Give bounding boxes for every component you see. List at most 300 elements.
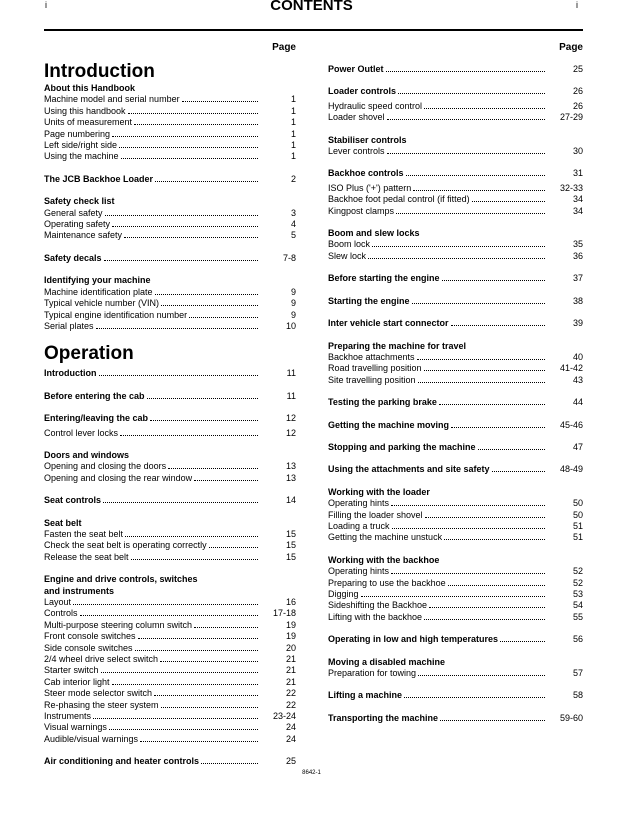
entry-title: Operating safety [44, 219, 111, 230]
page-number: 24 [285, 733, 296, 744]
page-number: 1 [290, 151, 296, 162]
dot-leader [154, 694, 258, 696]
dot-leader [472, 200, 545, 202]
entry-title: Safety decals [44, 252, 102, 263]
dot-leader [112, 225, 258, 227]
toc-section [44, 450, 296, 484]
entry-title: Lifting a machine [328, 690, 403, 701]
entry-title: Check the seat belt is operating correctly [44, 540, 207, 551]
entry-title: Testing the parking brake [328, 397, 437, 408]
toc-entry [328, 464, 583, 475]
toc-entry [328, 239, 583, 250]
page-number: 15 [285, 528, 296, 539]
page-number: 26 [572, 86, 583, 97]
toc-section [328, 341, 583, 387]
page-number: 11 [286, 368, 296, 379]
toc-section [44, 253, 296, 264]
dot-leader [112, 683, 258, 685]
toc-entry [44, 643, 296, 654]
dot-leader [150, 419, 258, 421]
page-number: 25 [285, 756, 296, 767]
toc-entry [328, 612, 583, 623]
entry-title: Preparation for towing [328, 668, 417, 679]
toc-entry [44, 722, 296, 733]
toc-section [328, 442, 583, 453]
entry-title: Lifting with the backhoe [328, 611, 423, 622]
toc-section [328, 296, 583, 307]
section-heading: Moving a disabled machine [328, 656, 446, 667]
entry-title: Left side/right side [44, 140, 118, 151]
section-heading: Identifying your machine [44, 275, 151, 286]
dot-leader [161, 304, 258, 306]
dot-leader [478, 448, 545, 450]
toc-entry [328, 273, 583, 284]
entry-title: Multi-purpose steering column switch [44, 619, 193, 630]
page-number: 35 [572, 239, 583, 250]
dot-leader [103, 501, 258, 503]
title-rule [44, 29, 583, 31]
toc-entry [328, 101, 583, 112]
page-number: 14 [285, 495, 296, 506]
page-number: 36 [572, 250, 583, 261]
toc-entry [44, 688, 296, 699]
entry-title: Getting the machine unstuck [328, 532, 443, 543]
page-number: 21 [285, 676, 296, 687]
entry-title: Units of measurement [44, 117, 133, 128]
dot-leader [120, 434, 258, 436]
entry-title: Opening and closing the doors [44, 461, 167, 472]
dot-leader [194, 479, 258, 481]
dot-leader [392, 527, 545, 529]
toc-entry [328, 296, 583, 307]
left-column [44, 41, 296, 771]
toc-entry [44, 174, 296, 185]
toc-entry [44, 140, 296, 151]
dot-leader [439, 403, 545, 405]
entry-title: Machine model and serial number [44, 94, 180, 105]
page-number: 22 [285, 699, 296, 710]
dot-leader [500, 640, 545, 642]
entry-title: The JCB Backhoe Loader [44, 173, 154, 184]
dot-leader [444, 538, 545, 540]
dot-leader [412, 302, 545, 304]
dot-leader [155, 180, 258, 182]
toc-entry [44, 129, 296, 140]
toc-entry [328, 589, 583, 600]
toc-entry [328, 713, 583, 724]
entry-title: Backhoe foot pedal control (if fitted) [328, 194, 470, 205]
dot-leader [361, 595, 545, 597]
entry-title: Hydraulic speed control [328, 100, 423, 111]
toc-section [44, 196, 296, 242]
dot-leader [189, 316, 258, 318]
dot-leader [418, 674, 545, 676]
dot-leader [101, 671, 258, 673]
page-number: 40 [572, 351, 583, 362]
page-number: 1 [290, 94, 296, 105]
toc-entry [328, 600, 583, 611]
page-number: 9 [290, 286, 296, 297]
toc-entry [328, 86, 583, 97]
dot-leader [121, 157, 258, 159]
toc-entry [44, 473, 296, 484]
dot-leader [368, 257, 545, 259]
dot-leader [80, 614, 258, 616]
dot-leader [135, 649, 258, 651]
dot-leader [168, 467, 258, 469]
page-number: 20 [285, 642, 296, 653]
toc-entry [328, 442, 583, 453]
page-title: CONTENTS [270, 0, 353, 14]
right-column [328, 41, 583, 727]
toc-entry [328, 194, 583, 205]
page-number: 34 [572, 205, 583, 216]
page-number: 51 [572, 532, 583, 543]
toc-section [44, 391, 296, 402]
toc-entry [44, 756, 296, 767]
toc-entry [328, 668, 583, 679]
entry-title: Before entering the cab [44, 390, 145, 401]
toc-entry [44, 597, 296, 608]
page-number: 31 [572, 168, 583, 179]
dot-leader [112, 135, 258, 137]
toc-section [44, 343, 296, 379]
page-number: 15 [285, 551, 296, 562]
dot-leader [131, 558, 258, 560]
page-number: 32-33 [559, 182, 583, 193]
entry-title: 2/4 wheel drive select switch [44, 654, 159, 665]
toc-entry [44, 368, 296, 379]
entry-title: Typical vehicle number (VIN) [44, 298, 160, 309]
dot-leader [425, 516, 545, 518]
entry-title: Stopping and parking the machine [328, 441, 476, 452]
toc-entry [328, 532, 583, 543]
entry-title: Layout [44, 597, 72, 607]
toc-section [44, 174, 296, 185]
dot-leader [440, 719, 545, 721]
dot-leader [99, 374, 259, 376]
dot-leader [134, 123, 258, 125]
entry-title: Transporting the machine [328, 712, 439, 723]
entry-title: Controls [44, 608, 78, 619]
entry-title: Steer mode selector switch [44, 688, 153, 699]
toc-section [44, 275, 296, 332]
page-number: 3 [290, 207, 296, 218]
entry-title: Using the machine [44, 151, 119, 162]
entry-title: Serial plates [44, 320, 94, 331]
dot-leader [404, 696, 545, 698]
section-heading: Working with the loader [328, 486, 430, 497]
toc-entry [328, 690, 583, 701]
page-number: 16 [285, 597, 296, 607]
toc-section [44, 756, 296, 767]
dot-leader [387, 152, 545, 154]
page-number: 5 [290, 230, 296, 241]
entry-title: Operating in low and high temperatures [328, 634, 499, 645]
toc-section [328, 634, 583, 645]
section-heading: Engine and drive controls, switches [44, 574, 198, 585]
toc-entry [44, 631, 296, 642]
toc-entry [328, 566, 583, 577]
toc-entry [328, 206, 583, 217]
entry-title: Starting the engine [328, 295, 410, 306]
entry-title: Loading a truck [328, 520, 390, 531]
page-number: 56 [572, 634, 583, 645]
entry-title: Before starting the engine [328, 273, 440, 284]
entry-title: ISO Plus ('+') pattern [328, 182, 412, 193]
toc-section [44, 413, 296, 439]
entry-title: General safety [44, 207, 103, 218]
entry-title: Filling the loader shovel [328, 509, 423, 520]
entry-title: Front console switches [44, 631, 136, 642]
page-number: 24 [285, 722, 296, 733]
page-number: 53 [572, 589, 583, 599]
entry-title: Page numbering [44, 128, 111, 139]
page-number: 26 [572, 100, 583, 111]
entry-title: Lever controls [328, 146, 385, 157]
toc-entry [44, 665, 296, 676]
entry-title: Maintenance safety [44, 230, 123, 241]
page-number: 10 [285, 320, 296, 331]
entry-title: Machine identification plate [44, 286, 153, 297]
page-number: 11 [286, 390, 296, 401]
toc-entry [44, 253, 296, 264]
section-heading: Seat belt [44, 517, 82, 528]
section-heading: Working with the backhoe [328, 554, 440, 565]
dot-leader [160, 660, 258, 662]
section-heading: Doors and windows [44, 449, 130, 460]
entry-title: Loader controls [328, 86, 397, 97]
dot-leader [104, 259, 258, 261]
chapter-heading: Introduction [44, 61, 155, 82]
page-number: 50 [572, 498, 583, 509]
toc-entry [44, 287, 296, 298]
dot-leader [451, 324, 545, 326]
dot-leader [209, 546, 258, 548]
dot-leader [155, 293, 258, 295]
dot-leader [109, 728, 258, 730]
toc-entry [44, 711, 296, 722]
page-number: 39 [572, 318, 583, 329]
right-toc-list [328, 64, 583, 724]
page-number: 7-8 [282, 252, 296, 263]
toc-section [328, 228, 583, 262]
toc-entry [328, 363, 583, 374]
page-number: 27-29 [559, 112, 583, 123]
entry-title: Preparing to use the backhoe [328, 577, 446, 588]
dot-leader [125, 535, 258, 537]
toc-entry [44, 230, 296, 241]
toc-entry [328, 146, 583, 157]
toc-entry [44, 529, 296, 540]
dot-leader [93, 717, 258, 719]
toc-section [328, 713, 583, 724]
page-number: 59-60 [559, 712, 583, 723]
toc-entry [328, 420, 583, 431]
dot-leader [161, 706, 258, 708]
dot-leader [387, 118, 545, 120]
page-number: 25 [572, 64, 583, 74]
toc-section [328, 420, 583, 431]
page-column-header: Page [559, 42, 583, 53]
toc-entry [328, 183, 583, 194]
page-number: 43 [572, 374, 583, 385]
dot-leader [398, 92, 545, 94]
toc-entry [328, 521, 583, 532]
entry-title: Boom lock [328, 239, 371, 250]
entry-title: Slew lock [328, 250, 367, 261]
page-number: 21 [285, 654, 296, 665]
page-number: 17-18 [272, 608, 296, 619]
dot-leader [138, 637, 258, 639]
entry-title: Side console switches [44, 642, 133, 653]
toc-entry [44, 495, 296, 506]
page-number: 50 [572, 509, 583, 520]
toc-section [328, 318, 583, 329]
toc-entry [44, 151, 296, 162]
toc-entry [44, 413, 296, 424]
entry-title: Inter vehicle start connector [328, 318, 449, 329]
entry-title: Road travelling position [328, 363, 422, 374]
dot-leader [429, 606, 545, 608]
dot-leader [417, 358, 545, 360]
page-number: 1 [290, 140, 296, 151]
toc-entry [44, 461, 296, 472]
toc-entry [328, 634, 583, 645]
toc-entry [328, 578, 583, 589]
entry-title: Instruments [44, 711, 92, 722]
toc-section [328, 64, 583, 75]
page-number: 51 [572, 520, 583, 531]
top-right-mark: i [576, 0, 578, 10]
page-number: 57 [572, 668, 583, 679]
page-number: 52 [572, 577, 583, 588]
toc-entry [44, 106, 296, 117]
section-heading: and instruments [44, 585, 115, 596]
dot-leader [424, 618, 545, 620]
dot-leader [372, 245, 545, 247]
chapter-heading: Operation [44, 343, 134, 365]
entry-title: Opening and closing the rear window [44, 472, 193, 483]
toc-entry [44, 734, 296, 745]
page-number: 2 [290, 173, 296, 184]
section-heading: Preparing the machine for travel [328, 340, 467, 351]
toc-entry [328, 498, 583, 509]
page-number: 54 [572, 600, 583, 611]
page-number: 47 [572, 441, 583, 452]
entry-title: Typical engine identification number [44, 309, 188, 320]
page-number: 19 [285, 631, 296, 642]
toc-entry [44, 608, 296, 619]
page-number: 41-42 [559, 363, 583, 374]
toc-section [328, 273, 583, 284]
toc-entry [44, 552, 296, 563]
entry-title: Operating hints [328, 498, 390, 509]
toc-entry [328, 397, 583, 408]
toc-entry [328, 375, 583, 386]
entry-title: Backhoe attachments [328, 351, 415, 362]
dot-leader [128, 112, 258, 114]
entry-title: Audible/visual warnings [44, 733, 139, 744]
dot-leader [448, 584, 545, 586]
page-number: 45-46 [559, 419, 583, 430]
toc-section [44, 518, 296, 564]
toc-section [328, 86, 583, 123]
toc-entry [44, 310, 296, 321]
dot-leader [124, 236, 258, 238]
toc-section [328, 168, 583, 217]
page-number: 4 [290, 219, 296, 230]
page-number: 19 [285, 619, 296, 630]
toc-entry [44, 321, 296, 332]
entry-title: Visual warnings [44, 722, 107, 733]
dot-leader [182, 100, 258, 102]
entry-title: Power Outlet [328, 64, 384, 74]
toc-entry [44, 428, 296, 439]
toc-section [328, 690, 583, 701]
page-number: 55 [572, 611, 583, 622]
dot-leader [391, 504, 545, 506]
toc-entry [44, 620, 296, 631]
dot-leader [413, 189, 545, 191]
toc-entry [328, 251, 583, 262]
entry-title: Entering/leaving the cab [44, 413, 149, 424]
entry-title: Release the seat belt [44, 551, 129, 562]
dot-leader [105, 214, 258, 216]
dot-leader [424, 107, 545, 109]
section-heading: Boom and slew locks [328, 228, 420, 239]
toc-entry [328, 318, 583, 329]
entry-title: Introduction [44, 368, 97, 379]
page-number: 1 [290, 128, 296, 139]
page-number: 15 [285, 540, 296, 551]
entry-title: Kingpost clamps [328, 205, 395, 216]
toc-entry [328, 168, 583, 179]
dot-leader [396, 212, 545, 214]
dot-leader [424, 369, 545, 371]
toc-section [328, 555, 583, 623]
entry-title: Digging [328, 589, 359, 599]
left-toc-list [44, 61, 296, 768]
entry-title: Re-phasing the steer system [44, 699, 159, 710]
page-number: 9 [290, 309, 296, 320]
dot-leader [201, 762, 258, 764]
toc-entry [44, 540, 296, 551]
toc-entry [44, 700, 296, 711]
entry-title: Fasten the seat belt [44, 528, 124, 539]
page-number: 22 [285, 688, 296, 699]
page-number: 30 [572, 146, 583, 157]
dot-leader [140, 740, 258, 742]
page-number: 12 [285, 413, 296, 424]
toc-section [328, 135, 583, 158]
page-number: 34 [572, 194, 583, 205]
page-number: 58 [572, 690, 583, 701]
dot-leader [406, 174, 545, 176]
section-heading: About this Handbook [44, 83, 135, 93]
entry-title: Site travelling position [328, 374, 416, 385]
section-heading: Stabiliser controls [328, 134, 407, 145]
page-number: 23-24 [272, 711, 296, 722]
page-number: 38 [572, 295, 583, 306]
dot-leader [73, 603, 258, 605]
dot-leader [194, 626, 258, 628]
section-heading: Safety check list [44, 196, 115, 207]
page-number: 44 [572, 397, 583, 408]
dot-leader [451, 426, 545, 428]
entry-title: Cab interior light [44, 676, 110, 687]
page-number: 13 [285, 472, 296, 483]
